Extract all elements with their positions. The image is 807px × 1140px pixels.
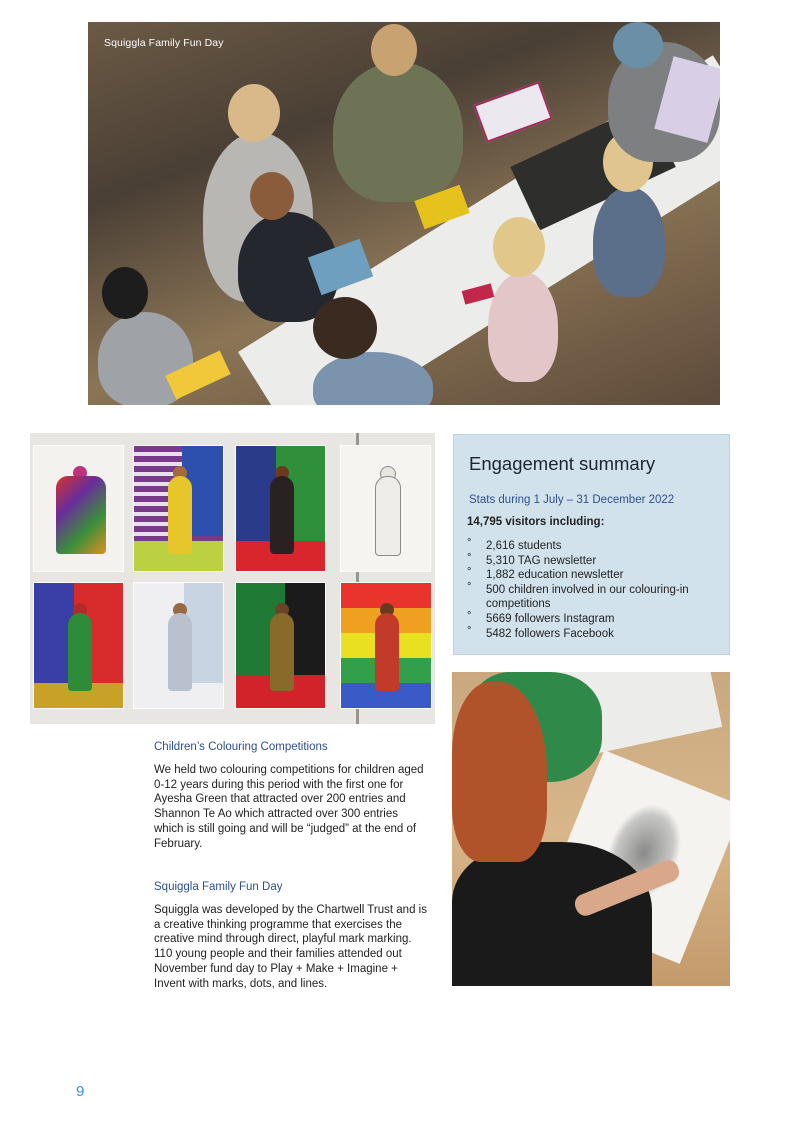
artwork-figure (270, 476, 294, 554)
girl-floral (593, 187, 665, 297)
list-item-text: 5669 followers Instagram (486, 612, 615, 625)
list-item-text: 5,310 TAG newsletter (486, 554, 597, 567)
colouring-artworks-photo (30, 433, 435, 724)
bullet-icon: ° (467, 551, 472, 564)
adult-center-head (371, 24, 417, 76)
list-item-text: 2,616 students (486, 540, 562, 552)
artwork-figure (168, 476, 192, 554)
bullet-icon: ° (467, 566, 472, 579)
artwork-figure (270, 613, 294, 691)
child-dark-shirt-head (250, 172, 294, 220)
colouring-competitions-heading: Children’s Colouring Competitions (154, 741, 328, 753)
artwork-8 (340, 582, 432, 709)
drawing-activity-photo (452, 672, 730, 986)
bullet-icon: ° (467, 537, 472, 549)
squiggla-text: Squiggla was developed by the Chartwell Trust and is a creative thinking programme that exercises the creative mind through direct, playful mark marking. 110 young people and their families attended out November fund day to Play + Make + Imagine + Invent with marks, dots, and lines. (154, 904, 427, 990)
engagement-visitors-total: 14,795 visitors including: (467, 516, 605, 528)
artwork-figure (56, 476, 106, 554)
artwork-1 (33, 445, 124, 572)
list-item (467, 539, 717, 554)
boy-grey-head (102, 267, 148, 319)
girl-pink-head (493, 217, 545, 277)
artwork-7 (235, 582, 326, 709)
engagement-title: Engagement summary (469, 453, 656, 474)
artwork-figure (168, 613, 192, 691)
artwork-figure (375, 613, 399, 691)
woman-denim-head (313, 297, 377, 359)
list-item (467, 609, 717, 627)
adult-left-head (228, 84, 280, 142)
adult-center (333, 62, 463, 202)
list-item (467, 568, 717, 583)
girl-pink (488, 272, 558, 382)
artwork-2 (133, 445, 224, 572)
list-item (467, 551, 717, 569)
bullet-icon: ° (467, 609, 472, 622)
craft-scrap (473, 81, 552, 143)
colouring-competitions-text: We held two colouring competitions for children aged 0-12 years during this period with the first one for Ayesha Green that attracted over 200 entries and Shannon Te Ao which attracted over 300 entries which is still going and will be “judged” at the end of February. (154, 764, 424, 850)
list-item (467, 580, 717, 612)
adult-right-head (613, 22, 663, 68)
artwork-6 (133, 582, 224, 709)
engagement-summary-box (453, 434, 730, 655)
engagement-stats-list (467, 539, 717, 641)
person-black-shirt (452, 842, 652, 986)
artwork-figure (68, 613, 92, 691)
artwork-figure (375, 476, 401, 556)
engagement-period: Stats during 1 July – 31 December 2022 (469, 494, 675, 506)
squiggla-heading: Squiggla Family Fun Day (154, 881, 283, 893)
photo-caption: Squiggla Family Fun Day (104, 37, 224, 49)
artwork-3 (235, 445, 326, 572)
list-item-text: 500 children involved in our colouring-in competitions (486, 583, 689, 611)
list-item-text: 5482 followers Facebook (486, 627, 614, 640)
list-item-text: 1,882 education newsletter (486, 569, 624, 582)
bullet-icon: ° (467, 580, 472, 593)
family-fun-day-photo (88, 22, 720, 405)
bullet-icon: ° (467, 624, 472, 637)
list-item (467, 624, 717, 642)
artwork-4 (340, 445, 431, 572)
person-red-hair (452, 682, 547, 862)
page-number: 9 (76, 1083, 85, 1100)
artwork-5 (33, 582, 124, 709)
